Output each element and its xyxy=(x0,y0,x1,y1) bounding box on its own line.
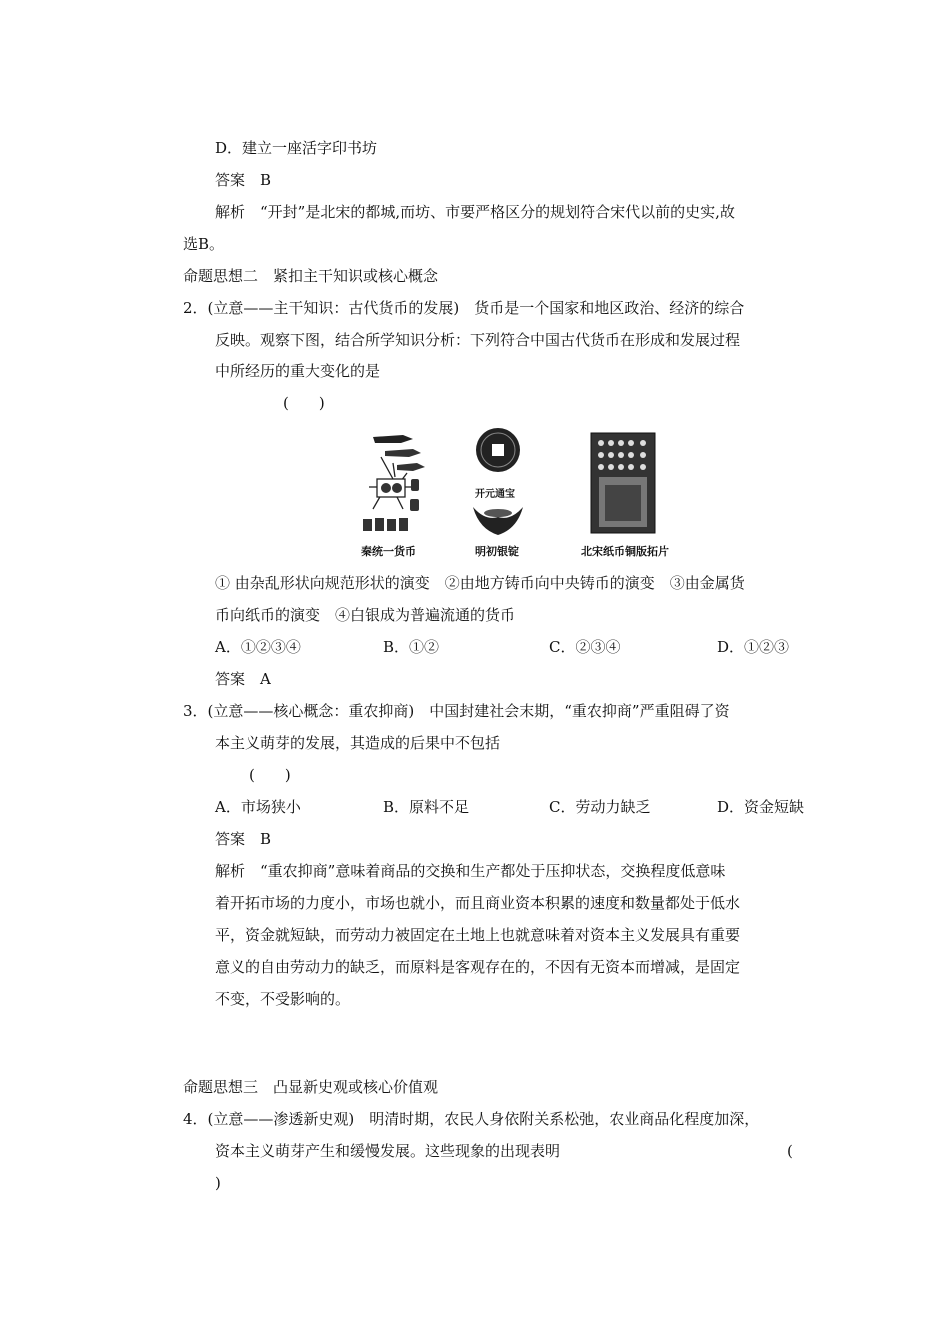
explanation-line: 意义的自由劳动力的缺乏，而原料是客观存在的，不因有无资本而增减，是固定 xyxy=(215,958,741,976)
explanation-line: 不变，不受影响的。 xyxy=(215,990,351,1008)
question-3-line: 本主义萌芽的发展，其造成的后果中不包括 xyxy=(215,734,501,752)
coin-label: 开元通宝 xyxy=(475,489,515,500)
caption-song: 北宋纸币铜版拓片 xyxy=(581,545,669,558)
option-a: A．市场狭小 xyxy=(215,798,301,816)
spade-coin-icon xyxy=(363,519,372,531)
answer-line: 答案 B xyxy=(215,171,272,189)
option-b: B．①② xyxy=(383,638,440,656)
knife-coin-icon xyxy=(397,463,425,471)
answer-line: 答案 B xyxy=(215,830,272,848)
round-coin-icon xyxy=(392,483,402,493)
spade-coin-icon xyxy=(411,479,419,491)
caption-qin: 秦统一货币 xyxy=(361,545,416,558)
question-2-line: 反映。观察下图，结合所学知识分析：下列符合中国古代货币在形成和发展过程 xyxy=(215,331,741,349)
question-3-line: 3．(立意——核心概念：重农抑商) 中国封建社会末期，“重农抑商”严重阻碍了资 xyxy=(183,702,730,720)
spade-coin-icon xyxy=(410,499,419,511)
section-heading: 命题思想三 凸显新史观或核心价值观 xyxy=(183,1078,439,1096)
explanation-line: 选B。 xyxy=(183,235,225,253)
spade-coin-icon xyxy=(399,518,408,531)
answer-paren: ( ) xyxy=(249,766,291,784)
answer-line: 答案 A xyxy=(215,670,271,688)
explanation-line: 解析 “重农抑商”意味着商品的交换和生产都处于压抑状态，交换程度低意味 xyxy=(215,862,726,880)
statement-line: 币向纸币的演变 ④白银成为普遍流通的货币 xyxy=(215,606,516,624)
question-2-line: 2．(立意——主干知识：古代货币的发展) 货币是一个国家和地区政治、经济的综合 xyxy=(183,299,745,317)
answer-paren: ( xyxy=(787,1142,793,1160)
option-a: A．①②③④ xyxy=(215,638,301,656)
question-4-line: 资本主义萌芽产生和缓慢发展。这些现象的出现表明 xyxy=(215,1142,561,1160)
answer-paren: ) xyxy=(215,1174,221,1192)
option-d: D．资金短缺 xyxy=(717,798,805,816)
option-c: C．劳动力缺乏 xyxy=(549,798,651,816)
currency-figure xyxy=(355,425,685,565)
option-b: B．原料不足 xyxy=(383,798,470,816)
statement-line: ① 由杂乱形状向规范形状的演变 ②由地方铸币向中央铸币的演变 ③由金属货 xyxy=(215,574,745,592)
answer-paren: ( ) xyxy=(283,394,325,412)
explanation-line: 平，资金就短缺，而劳动力被固定在土地上也就意味着对资本主义发展具有重要 xyxy=(215,926,741,944)
explanation-line: 解析 “开封”是北宋的都城,而坊、市要严格区分的规划符合宋代以前的史实,故 xyxy=(215,203,735,221)
option-d-line: D．建立一座活字印书坊 xyxy=(215,139,378,157)
option-d: D．①②③ xyxy=(717,638,790,656)
section-heading: 命题思想二 紧扣主干知识或核心概念 xyxy=(183,267,439,285)
spade-coin-icon xyxy=(375,518,384,531)
question-4-line: 4．(立意——渗透新史观) 明清时期，农民人身依附关系松弛，农业商品化程度加深， xyxy=(183,1110,760,1128)
option-c: C．②③④ xyxy=(549,638,621,656)
round-coin-icon xyxy=(381,483,391,493)
knife-coin-icon xyxy=(373,435,413,443)
spade-coin-icon xyxy=(387,519,396,531)
knife-coin-icon xyxy=(385,449,421,457)
question-2-line: 中所经历的重大变化的是 xyxy=(215,362,381,380)
explanation-line: 着开拓市场的力度小，市场也就小，而且商业资本积累的速度和数量都处于低水 xyxy=(215,894,741,912)
caption-ming: 明初银锭 xyxy=(475,545,519,558)
